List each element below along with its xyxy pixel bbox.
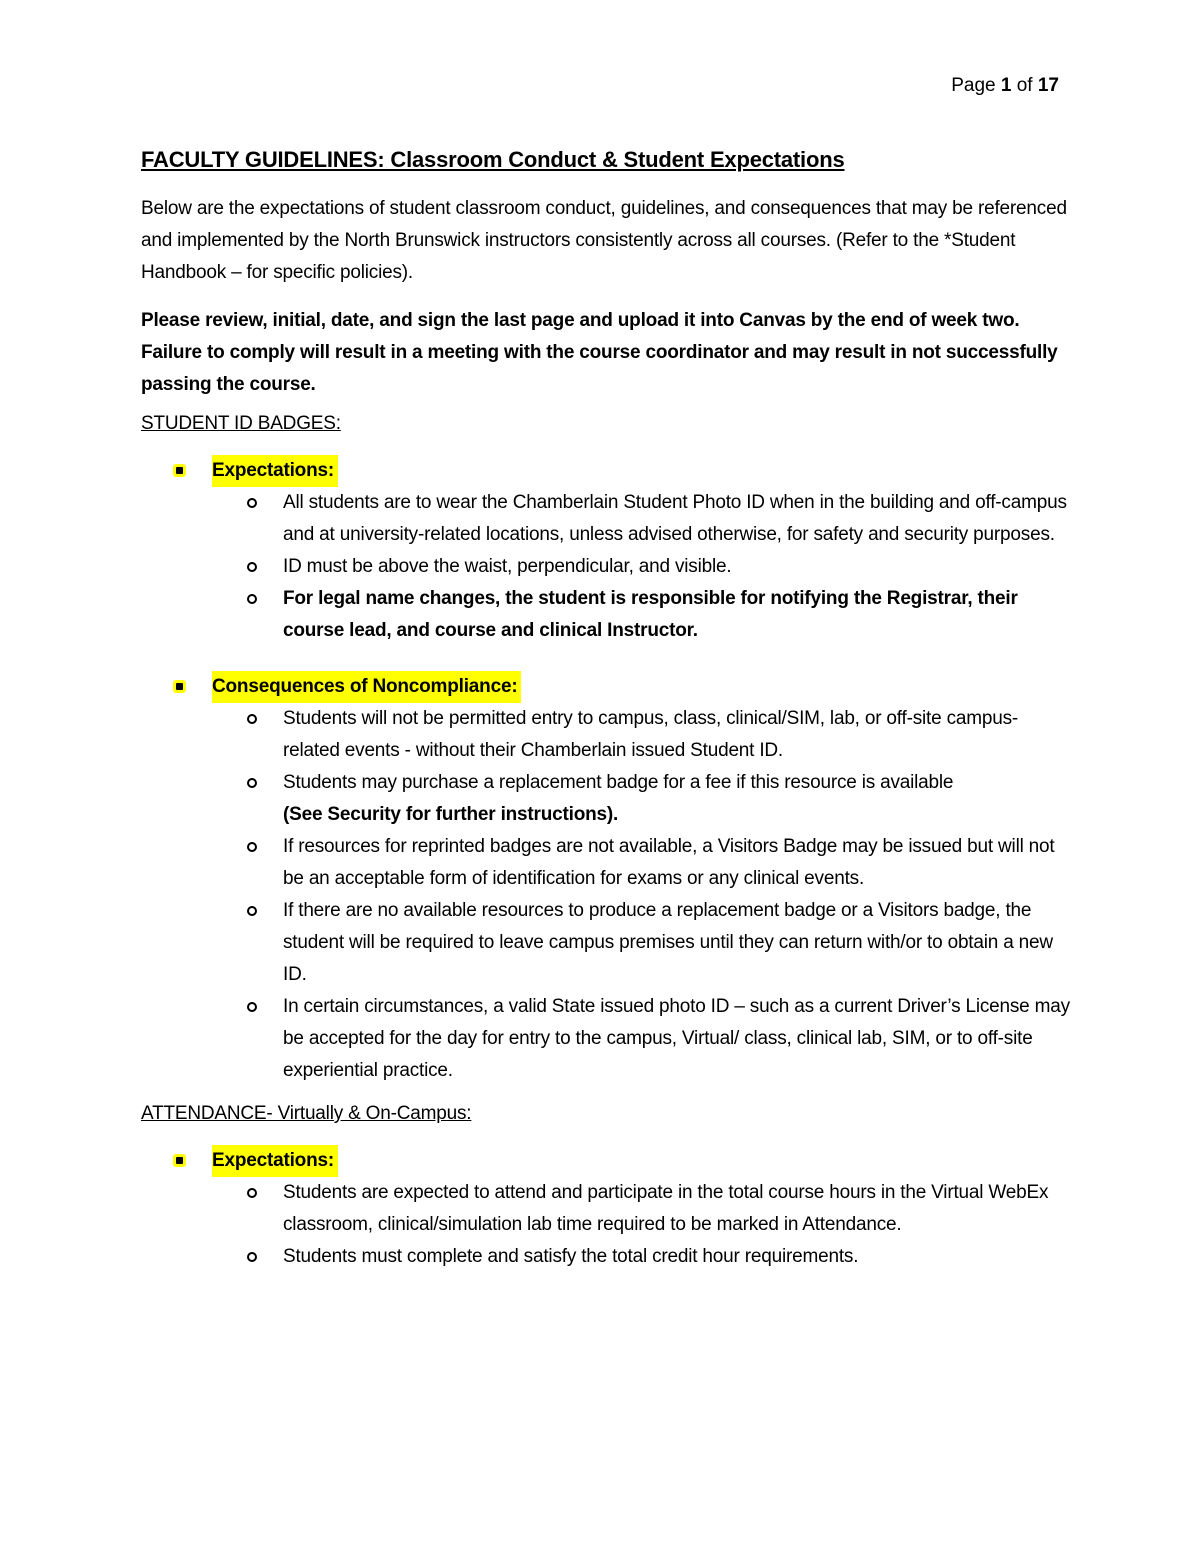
circle-bullet-icon <box>247 714 257 724</box>
list-item: In certain circumstances, a valid State issued photo ID – such as a current Driver’s License may be accepted for the day for entry to the campus, Virtual/ class, clinical lab, SIM, or to off-site experiential practice. <box>141 991 1071 1087</box>
badges-consequences-items <box>212 703 1071 1087</box>
list-item: ID must be above the waist, perpendicular, and visible. <box>141 551 1071 583</box>
circle-bullet-icon <box>247 1002 257 1012</box>
page-label: Page <box>951 75 996 96</box>
badges-expectations-label: Expectations: <box>212 455 338 487</box>
list-item: For legal name changes, the student is responsible for notifying the Registrar, their course lead, and course and clinical Instructor. <box>141 583 1071 647</box>
badges-list <box>141 455 1071 1087</box>
attendance-list <box>141 1145 1071 1273</box>
document-title: FACULTY GUIDELINES: Classroom Conduct & Student Expectations <box>141 147 845 172</box>
square-bullet-icon <box>176 1157 183 1164</box>
circle-bullet-icon <box>247 1252 257 1262</box>
square-bullet-icon <box>176 467 183 474</box>
circle-bullet-icon <box>247 594 257 604</box>
list-item: Students may purchase a replacement badge for a fee if this resource is available (See Security for further instructions). <box>141 767 1071 831</box>
circle-bullet-icon <box>247 562 257 572</box>
list-item: Students will not be permitted entry to campus, class, clinical/SIM, lab, or off-site campus-related events - without their Chamberlain issued Student ID. <box>141 703 1071 767</box>
list-item: If resources for reprinted badges are not available, a Visitors Badge may be issued but will not be an acceptable form of identification for exams or any clinical events. <box>141 831 1071 895</box>
page-current: 1 <box>1000 75 1012 96</box>
attendance-expectations-items <box>212 1177 1071 1273</box>
attendance-expectations-label: Expectations: <box>212 1145 338 1177</box>
circle-bullet-icon <box>247 778 257 788</box>
list-item: If there are no available resources to produce a replacement badge or a Visitors badge, the student will be required to leave campus premises until they can return with/or to obtain a new ID. <box>141 895 1071 991</box>
list-item: All students are to wear the Chamberlain Student Photo ID when in the building and off-campus and at university-related locations, unless advised otherwise, for safety and security purposes. <box>141 487 1071 551</box>
list-item: Students must complete and satisfy the total credit hour requirements. <box>141 1241 1071 1273</box>
circle-bullet-icon <box>247 906 257 916</box>
badges-expectations-items <box>212 487 1071 647</box>
notice-paragraph: Please review, initial, date, and sign the last page and upload it into Canvas by the end of week two. Failure to comply will result in a meeting with the course coordinator and may result in not successfully passing the course. <box>141 310 1058 395</box>
page-of: of <box>1016 75 1033 96</box>
page-total: 17 <box>1037 75 1059 96</box>
badges-consequences-label: Consequences of Noncompliance: <box>212 671 521 703</box>
section-heading-attendance: ATTENDANCE- Virtually & On-Campus: <box>141 1103 472 1124</box>
circle-bullet-icon <box>247 842 257 852</box>
list-item <box>141 455 1071 647</box>
circle-bullet-icon <box>247 1188 257 1198</box>
list-item <box>141 1145 1071 1273</box>
square-bullet-icon <box>176 683 183 690</box>
intro-paragraph: Below are the expectations of student classroom conduct, guidelines, and consequences that may be referenced and implemented by the North Brunswick instructors consistently across all courses. (Refer to the *Student Handbook – for specific policies). <box>141 198 1067 283</box>
section-heading-badges: STUDENT ID BADGES: <box>141 413 341 434</box>
page-number <box>951 75 1059 97</box>
list-item <box>141 671 1071 1087</box>
spacer <box>141 647 1071 671</box>
document-body <box>141 147 1071 1273</box>
circle-bullet-icon <box>247 498 257 508</box>
list-item: Students are expected to attend and participate in the total course hours in the Virtual WebEx classroom, clinical/simulation lab time required to be marked in Attendance. <box>141 1177 1071 1241</box>
